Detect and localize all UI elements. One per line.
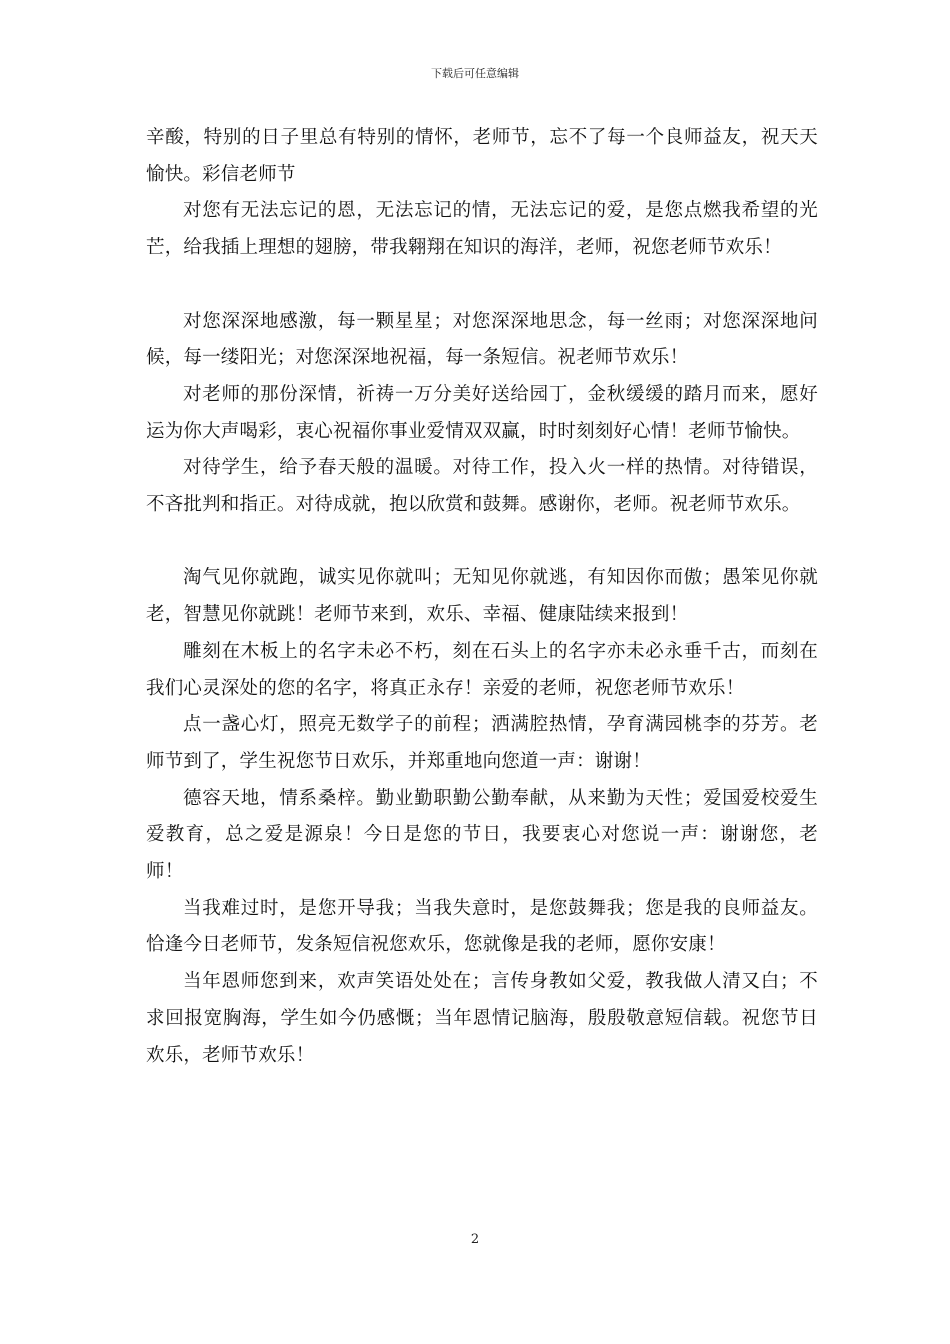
- paragraph: 点一盏心灯，照亮无数学子的前程；洒满腔热情，孕育满园桃李的芬芳。老师节到了，学生祝您节日欢乐，并郑重地向您道一声：谢谢！: [146, 714, 818, 772]
- paragraph: 对您有无法忘记的恩，无法忘记的情，无法忘记的爱，是您点燃我希望的光芒，给我插上理想的翅膀，带我翱翔在知识的海洋，老师，祝您老师节欢乐！: [146, 200, 818, 259]
- paragraph: 对您深深地感激，每一颗星星；对您深深地思念，每一丝雨；对您深深地问候，每一缕阳光；对您深深地祝福，每一条短信。祝老师节欢乐！: [146, 310, 818, 369]
- paragraph: 对老师的那份深情，祈祷一万分美好送给园丁，金秋缓缓的踏月而来，愿好运为你大声喝彩，衷心祝福你事业爱情双双赢，时时刻刻好心情！老师节愉快。: [146, 383, 818, 442]
- paragraph: 淘气见你就跑，诚实见你就叫；无知见你就逃，有知因你而傲；愚笨见你就老，智慧见你就跳！老师节来到，欢乐、幸福、健康陆续来报到！: [146, 567, 818, 626]
- paragraph: 雕刻在木板上的名字未必不朽，刻在石头上的名字亦未必永垂千古，而刻在我们心灵深处的您的名字，将真正永存！亲爱的老师，祝您老师节欢乐！: [146, 640, 818, 699]
- page-number: 2: [470, 1232, 480, 1247]
- paragraph: 当我难过时，是您开导我；当我失意时，是您鼓舞我；您是我的良师益友。恰逢今日老师节，发条短信祝您欢乐，您就像是我的老师，愿你安康！: [146, 897, 818, 956]
- page-header: 下载后可任意编辑: [431, 67, 519, 80]
- paragraph: 德容天地，情系桑梓。勤业勤职勤公勤奉献，从来勤为天性；爱国爱校爱生爱教育，总之爱是源泉！今日是您的节日，我要衷心对您说一声：谢谢您，老师！: [146, 787, 818, 883]
- paragraph: 当年恩师您到来，欢声笑语处处在；言传身教如父爱，教我做人清又白；不求回报宽胸海，学生如今仍感慨；当年恩情记脑海，殷殷敬意短信载。祝您节日欢乐，老师节欢乐！: [146, 971, 818, 1066]
- document-body: [146, 120, 818, 1074]
- paragraph: 辛酸，特别的日子里总有特别的情怀，老师节，忘不了每一个良师益友，祝天天愉快。彩信老师节: [146, 127, 818, 185]
- paragraph: 对待学生，给予春天般的温暖。对待工作，投入火一样的热情。对待错误，不吝批判和指正。对待成就，抱以欣赏和鼓舞。感谢你，老师。祝老师节欢乐。: [146, 457, 818, 516]
